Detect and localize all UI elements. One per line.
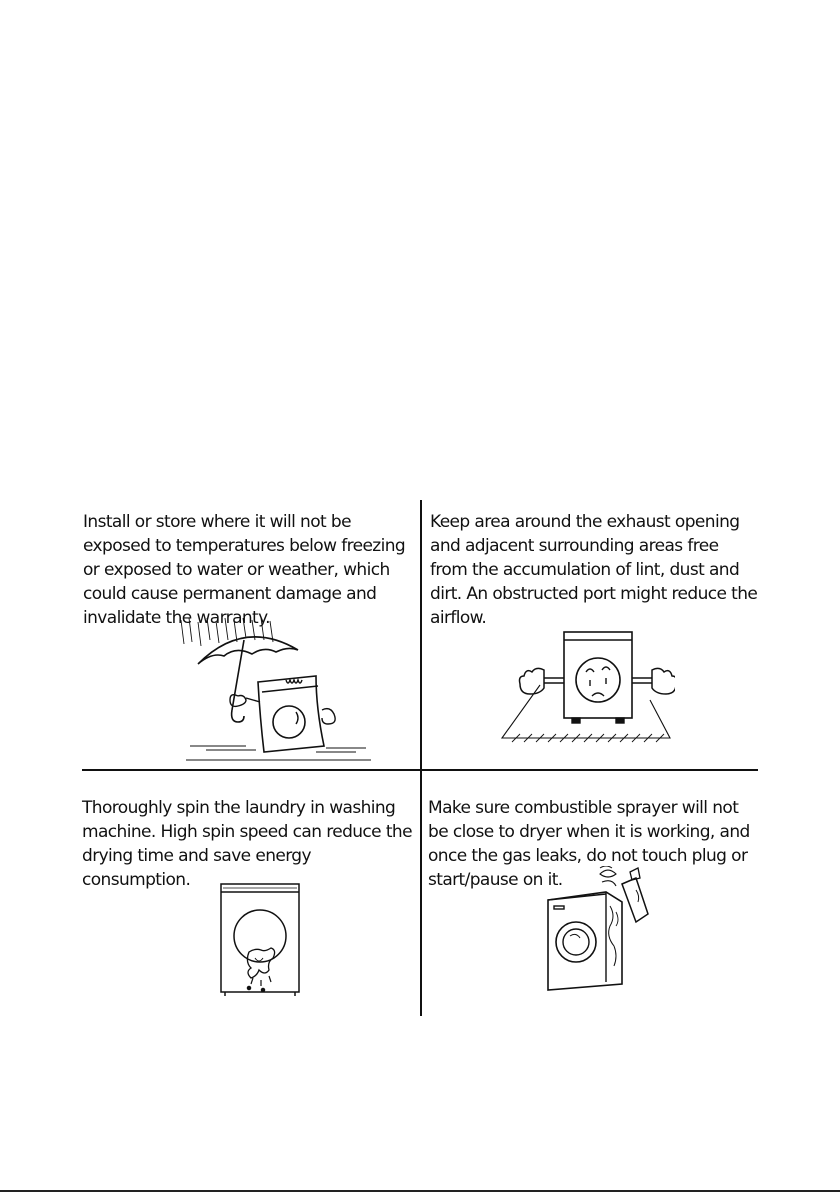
instruction-text-3: Thoroughly spin the laundry in washing machine. High spin speed can reduce the drying time and save energy consumption. (82, 798, 412, 890)
instruction-text-4: Make sure combustible sprayer will not be close to dryer when it is working, and once the gas leaks, do not touch plug or start/pause on it. (428, 798, 750, 890)
dryer-spray-can-illustration (540, 866, 660, 994)
instruction-text-1: Install or store where it will not be exposed to temperatures below freezing or exposed to water or weather, which could cause permanent damage and invalidate the warranty. (83, 512, 406, 628)
dryer-clean-area-illustration (500, 630, 675, 745)
horizontal-divider (82, 769, 758, 771)
dryer-wet-laundry-illustration (215, 882, 305, 1000)
vertical-divider (420, 500, 422, 1016)
instruction-text-2: Keep area around the exhaust opening and adjacent surrounding areas free from the accumulation of lint, dust and dirt. An obstructed port might reduce the airflow. (430, 512, 758, 628)
dryer-in-rain-illustration (176, 618, 376, 763)
